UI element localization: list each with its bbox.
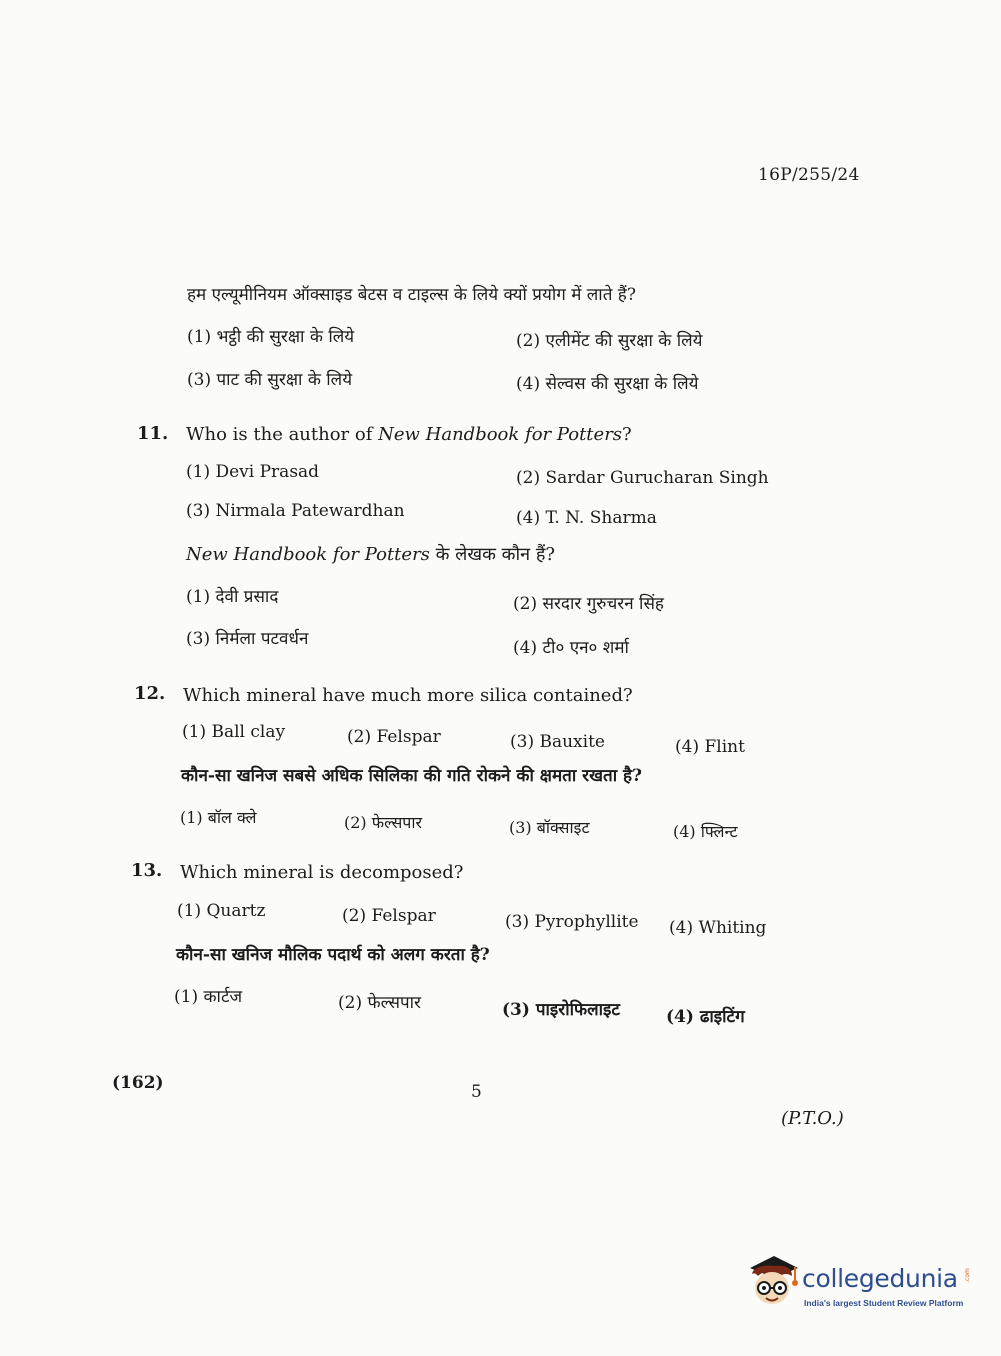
q13-question: Which mineral is decomposed? [180,862,464,883]
q11-hindi-option-3: (3) निर्मला पटवर्धन [186,629,309,649]
q10-hindi-question: हम एल्यूमीनियम ऑक्साइड बेटस व टाइल्स के लिये क्यों प्रयोग में लाते हैं? [187,285,636,305]
q12-hindi-option-1: (1) बॉल क्ले [180,808,257,827]
q13-number: 13. [131,860,163,881]
q12-number: 12. [134,683,166,704]
q12-hindi-option-4: (4) फ्लिन्ट [673,822,738,841]
q11-question [186,424,632,445]
q13-hindi-option-1: (1) कार्टज [174,987,243,1007]
q12-question: Which mineral have much more silica contained? [183,685,633,706]
q13-option-4: (4) Whiting [669,918,767,938]
q13-option-3: (3) Pyrophyllite [505,912,639,932]
q11-question-pre: Who is the author of [186,424,373,445]
q13-hindi-option-4: (4) ढाइटिंग [666,1007,745,1027]
q11-question-post: ? [622,424,632,445]
booklet-code: (162) [112,1073,164,1093]
q11-option-1: (1) Devi Prasad [186,462,320,482]
q12-hindi-question: कौन-सा खनिज सबसे अधिक सिलिका की गति रोकने की क्षमता रखता है? [181,766,642,786]
q13-hindi-option-3: (3) पाइरोफिलाइट [502,1000,620,1020]
logo-tagline: India's largest Student Review Platform [804,1298,964,1308]
q13-option-2: (2) Felspar [342,906,436,926]
q12-hindi-option-2: (2) फेल्सपार [344,813,423,832]
q10-hindi-option-1: (1) भट्ठी की सुरक्षा के लिये [187,327,355,347]
q12-option-2: (2) Felspar [347,727,441,747]
q11-option-2: (2) Sardar Gurucharan Singh [516,468,769,488]
collegedunia-logo [742,1250,982,1320]
q11-option-4: (4) T. N. Sharma [516,508,657,528]
q11-hindi-question [186,542,555,566]
q12-hindi-option-3: (3) बॉक्साइट [509,818,590,837]
q10-hindi-option-3: (3) पाट की सुरक्षा के लिये [187,370,353,390]
q12-option-3: (3) Bauxite [510,732,605,752]
q11-option-3: (3) Nirmala Patewardhan [186,501,405,521]
q10-hindi-option-4: (4) सेल्वस की सुरक्षा के लिये [516,374,699,394]
pto-label: (P.T.O.) [781,1108,844,1129]
q11-hindi-book-title: New Handbook for Potters [186,544,430,565]
q11-hindi-option-1: (1) देवी प्रसाद [186,587,279,607]
q13-hindi-option-2: (2) फेल्सपार [338,993,421,1013]
logo-suffix: .com [963,1268,971,1283]
q13-hindi-question: कौन-सा खनिज मौलिक पदार्थ को अलग करता है? [176,945,490,965]
q11-hindi-question-post: के लेखक कौन हैं? [429,544,556,565]
q11-number: 11. [137,423,169,444]
q10-hindi-option-2: (2) एलीमेंट की सुरक्षा के लिये [516,331,703,351]
q12-option-4: (4) Flint [675,737,745,757]
q12-option-1: (1) Ball clay [182,722,286,742]
q11-book-title: New Handbook for Potters [378,424,623,445]
page-number: 5 [471,1082,482,1102]
q11-hindi-option-4: (4) टी० एन० शर्मा [513,638,629,658]
logo-wordmark: collegedunia [802,1264,958,1293]
q13-option-1: (1) Quartz [177,901,266,921]
student-mascot-icon [742,1250,802,1314]
paper-code: 16P/255/24 [758,165,860,185]
q11-hindi-option-2: (2) सरदार गुरुचरन सिंह [513,594,664,614]
